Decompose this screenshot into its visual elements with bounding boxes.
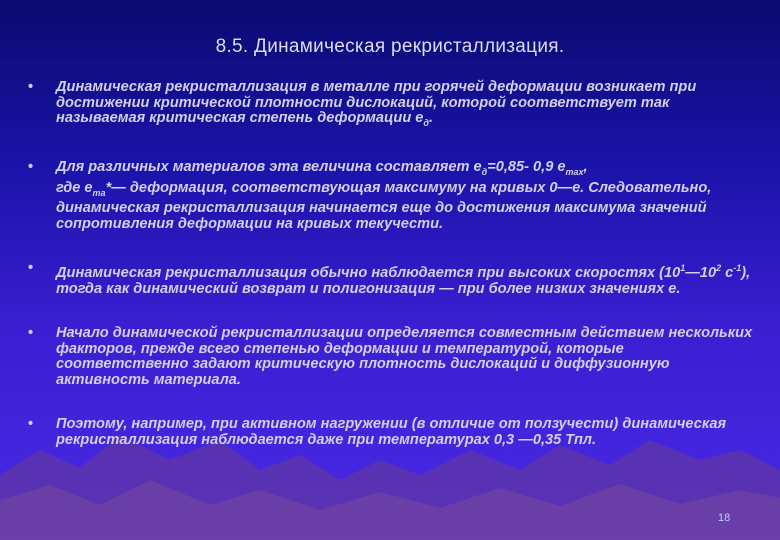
bullet-icon: • <box>28 416 34 433</box>
slide-title: 8.5. Динамическая рекристаллизация. <box>215 36 565 57</box>
bullet-list <box>26 80 756 448</box>
bullet-icon: • <box>28 79 34 95</box>
page-number: 18 <box>718 512 731 524</box>
list-item: • Для различных материалов эта величина составляет $e_д=0,85-$ 0,9 $e_{max}$, где $e_{ma}*—$ деформация, соответствующая максимуму на кривых 0—e. Следовательно, динамическая рекристаллизация начинается еще до достижения максимума значений сопротивления деформации на кривых текучести. <box>28 159 712 232</box>
bullet-icon: • <box>28 159 34 176</box>
list-item: • Динамическая рекристаллизация в металле при горячей деформации возникает при достижении критической плотности дислокаций, которой соответствует так называемая критическая степень деформации $e_д$. <box>28 79 697 128</box>
bullet-icon: • <box>28 325 34 342</box>
bullet-icon: • <box>28 260 34 277</box>
list-item: • Динамическая рекристаллизация обычно наблюдается при высоких скоростях ($10^1—10^2$ $с^{-1}$), тогда как динамический возврат и полигонизация — при более низких значениях e. <box>28 260 751 297</box>
list-item: • Начало динамической рекристаллизации определяется совместным действием нескольких факторов, прежде всего степенью деформации и температурой, которые соответственно задают критическую плотность дислокаций и диффузионную активность материала. <box>28 325 753 388</box>
list-item: • Поэтому, например, при активном нагружении (в отличие от ползучести) динамическая рекристаллизация наблюдается даже при температурах 0,3 —0,35 Тпл. <box>28 416 727 448</box>
